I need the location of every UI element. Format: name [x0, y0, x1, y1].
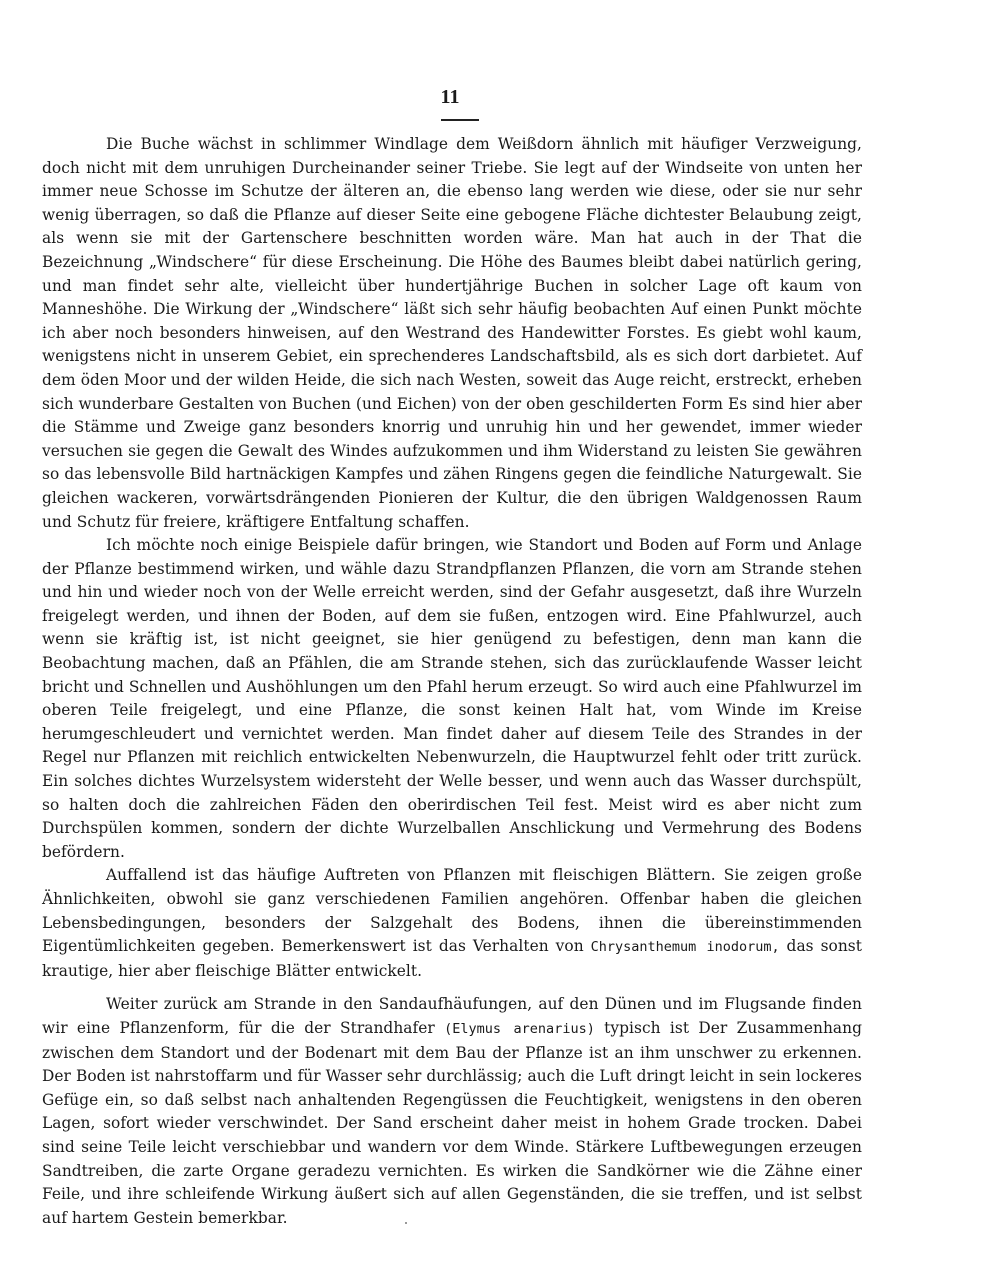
paragraph-fleshy-leaves: [42, 864, 862, 983]
page-number-rule: [441, 119, 479, 121]
page-number: 11: [440, 86, 460, 108]
paragraph-dune-grass: [42, 993, 862, 1230]
body-text: [42, 133, 862, 1230]
latin-species-name: (Elymus arenarius): [444, 1020, 595, 1037]
paragraph-text: das sonst krautige, hier aber fleischige Blätter entwickelt.: [42, 937, 862, 980]
paragraph-text: Weiter zurück am Strande in den Sandaufhäufungen, auf den Dünen und im Flugsande finden wir eine Pflanzenform, für die der Strandhafer: [42, 995, 862, 1037]
paragraph-beech-wind: Die Buche wächst in schlimmer Windlage dem Weißdorn ähnlich mit häufiger Verzweigung, doch nicht mit dem unruhigen Durcheinander seiner Triebe. Sie legt auf der Windseite von unten her immer neue Schosse im Schutze der älteren an, die ebenso lang werden wie diese, oder sie nur sehr wenig überragen, so daß die Pflanze auf dieser Seite eine gebogene Fläche dichtester Belaubung zeigt, als wenn sie mit der Gartenschere beschnitten worden wäre. Man hat auch in der That die Bezeichnung „Windschere“ für diese Erscheinung. Die Höhe des Baumes bleibt dabei natürlich gering, und man findet sehr alte, vielleicht über hundertjährige Buchen in solcher Lage oft kaum von Manneshöhe. Die Wirkung der „Windschere“ läßt sich sehr häufig beobachten Auf einen Punkt möchte ich aber noch besonders hinweisen, auf den Westrand des Handewitter Forstes. Es giebt wohl kaum, wenigstens nicht in unserem Gebiet, ein sprechenderes Landschaftsbild, als es sich dort darbietet. Auf dem öden Moor und der wilden Heide, die sich nach Westen, soweit das Auge reicht, erstreckt, erheben sich wunderbare Gestalten von Buchen (und Eichen) von der oben geschilderten Form Es sind hier aber die Stämme und Zweige ganz besonders knorrig und unruhig hin und her gewendet, immer wieder versuchen sie gegen die Gewalt des Windes aufzukommen und ihm Widerstand zu leisten Sie gewähren so das lebensvolle Bild hartnäckigen Kampfes und zähen Ringens gegen die feindliche Naturgewalt. Sie gleichen wackeren, vorwärtsdrängenden Pionieren der Kultur, die den übrigen Waldgenossen Raum und Schutz für freiere, kräftigere Entfaltung schaffen.: [42, 135, 862, 531]
paragraph-text: typisch ist Der Zusammenhang zwischen dem Standort und der Bodenart mit dem Bau der Pflanze ist an ihm unschwer zu erkennen. Der Boden ist nahrstoffarm und für Wasser sehr durchlässig; auch die Luft dringt leicht in sein lockeres Gefüge ein, so daß selbst nach anhaltenden Regengüssen die Feuchtigkeit, wenigstens in den oberen Lagen, sofort wieder verschwindet. Der Sand erscheint daher meist in hohem Grade trocken. Dabei sind seine Teile leicht verschiebbar und wandern vor dem Winde. Stärkere Luftbewegungen erzeugen Sandtreiben, die zarte Organe geradezu vernichten. Es wirken die Sandkörner wie die Zähne einer Feile, und ihre schleifende Wirkung äußert sich auf allen Gegenständen, die sie treffen, und ist selbst auf hartem Gestein bemerkbar.: [42, 1018, 862, 1227]
latin-species-name: Chrysanthemum inodorum,: [590, 939, 780, 956]
scan-speck: [405, 1222, 407, 1224]
paragraph-text: Auffallend ist das häufige Auftreten von Pflanzen mit fleischigen Blättern. Sie zeigen große Ähnlichkeiten, obwohl sie ganz verschiedenen Familien angehören. Offenbar haben die gleichen Lebensbedingungen, besonders der Salzgehalt des Bodens, ihnen die übereinstimmenden Eigentümlichkeiten gegeben. Bemerkenswert ist das Verhalten von: [42, 866, 862, 956]
paragraph-beach-plants: Ich möchte noch einige Beispiele dafür bringen, wie Standort und Boden auf Form und Anlage der Pflanze bestimmend wirken, und wähle dazu Strandpflanzen Pflanzen, die vorn am Strande stehen und hin und wieder noch von der Welle erreicht werden, sind der Gefahr ausgesetzt, daß ihre Wurzeln freigelegt werden, und ihnen der Boden, auf dem sie fußen, entzogen wird. Eine Pfahlwurzel, auch wenn sie kräftig ist, ist nicht geeignet, sie hier genügend zu befestigen, denn man kann die Beobachtung machen, daß an Pfählen, die am Strande stehen, sich das zurücklaufende Wasser leicht bricht und Schnellen und Aushöhlungen um den Pfahl herum erzeugt. So wird auch eine Pfahlwurzel im oberen Teile freigelegt, und eine Pflanze, die sonst keinen Halt hat, vom Winde im Kreise herumgeschleudert und vernichtet werden. Man findet daher auf diesem Teile des Strandes in der Regel nur Pflanzen mit reichlich entwickelten Nebenwurzeln, die Hauptwurzel fehlt oder tritt zurück. Ein solches dichtes Wurzelsystem widersteht der Welle besser, und wenn auch das Wasser durchspült, so halten doch die zahlreichen Fäden den oberirdischen Teil fest. Meist wird es aber nicht zum Durchspülen kommen, sondern der dichte Wurzelballen Anschlickung und Vermehrung des Bodens befördern.: [42, 536, 862, 861]
